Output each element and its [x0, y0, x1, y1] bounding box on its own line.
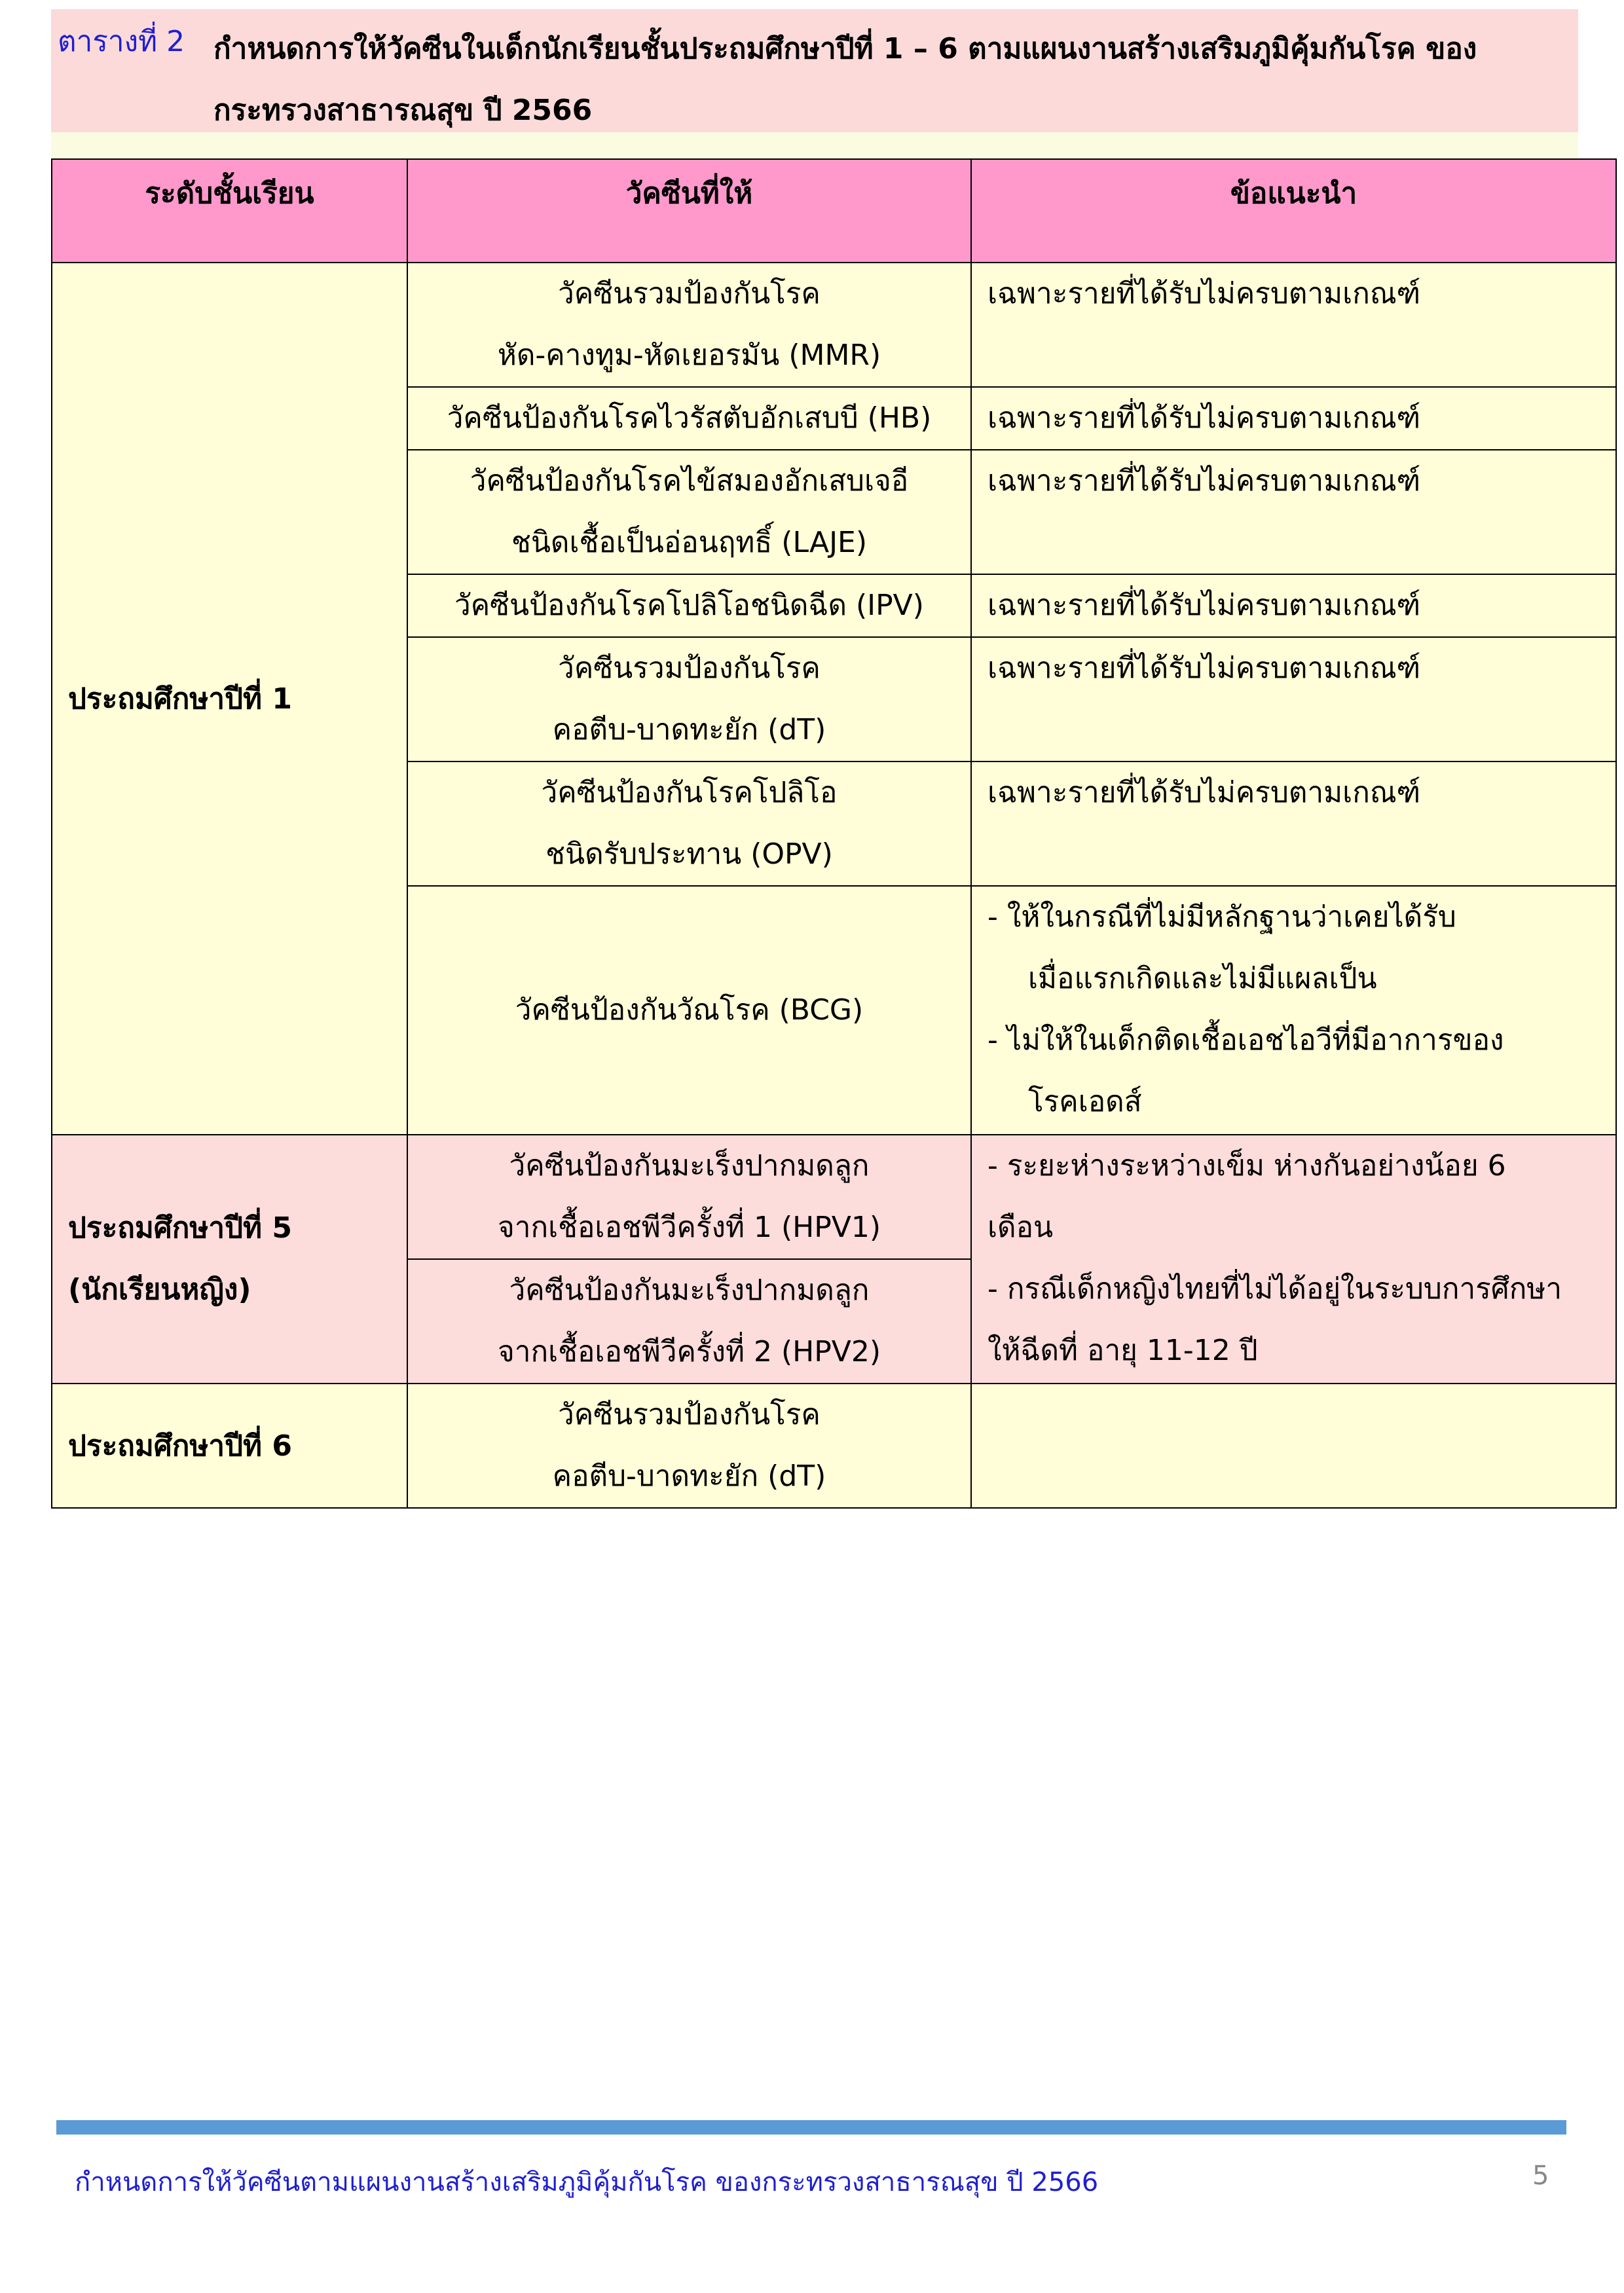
- vaccine-line: ชนิดรับประทาน (OPV): [545, 837, 833, 871]
- vaccine-cell: [407, 450, 971, 574]
- vaccine-line: วัคซีนรวมป้องกันโรค: [558, 1398, 821, 1431]
- table-caption-title: กำหนดการให้วัคซีนในเด็กนักเรียนชั้นประถมศึกษาปีที่ 1 – 6 ตามแผนงานสร้างเสริมภูมิคุ้มกันโรค ของกระทรวงสาธารณสุข ปี 2566: [213, 32, 1477, 127]
- vaccine-cell: [407, 637, 971, 761]
- vaccine-schedule-table: [51, 158, 1617, 1509]
- vaccine-line: วัคซีนป้องกันมะเร็งปากมดลูก: [509, 1149, 870, 1183]
- vaccine-line: วัคซีนรวมป้องกันโรค: [558, 651, 821, 685]
- header-grade-level: ระดับชั้นเรียน: [52, 159, 407, 263]
- grade-5-level-line: (นักเรียนหญิง): [68, 1273, 251, 1306]
- vaccine-line: วัคซีนป้องกันโรคโปลิโอชนิดฉีด (IPV): [454, 589, 924, 622]
- advice-cell: เฉพาะรายที่ได้รับไม่ครบตามเกณฑ์: [971, 574, 1616, 637]
- table-row: [52, 1384, 1616, 1508]
- footer-text: กำหนดการให้วัคซีนตามแผนงานสร้างเสริมภูมิคุ้มกันโรค ของกระทรวงสาธารณสุข ปี 2566: [75, 2167, 1099, 2197]
- vaccine-line: วัคซีนป้องกันโรคไข้สมองอักเสบเจอี: [470, 464, 909, 498]
- advice-line: ให้ฉีดที่ อายุ 11-12 ปี: [987, 1334, 1258, 1367]
- table-row: [52, 263, 1616, 387]
- vaccine-line: วัคซีนป้องกันโรคโปลิโอ: [541, 776, 838, 809]
- vaccine-line: คอตีบ-บาดทะยัก (dT): [552, 1459, 826, 1493]
- vaccine-line: วัคซีนป้องกันโรคไวรัสตับอักเสบบี (HB): [447, 401, 932, 435]
- caption-strip: [51, 132, 1578, 158]
- grade-1-level: ประถมศึกษาปีที่ 1: [52, 263, 407, 1135]
- footer-bar: [56, 2120, 1566, 2135]
- advice-line: - กรณีเด็กหญิงไทยที่ไม่ได้อยู่ในระบบการศึกษา: [987, 1272, 1562, 1306]
- vaccine-cell: [407, 1384, 971, 1508]
- grade-5-level: [52, 1135, 407, 1384]
- table-caption-label: ตารางที่ 2: [58, 25, 185, 58]
- advice-cell: เฉพาะรายที่ได้รับไม่ครบตามเกณฑ์: [971, 450, 1616, 574]
- vaccine-cell: [407, 574, 971, 637]
- vaccine-line: ชนิดเชื้อเป็นอ่อนฤทธิ์ (LAJE): [511, 526, 868, 559]
- advice-cell: [971, 886, 1616, 1135]
- advice-cell: เฉพาะรายที่ได้รับไม่ครบตามเกณฑ์: [971, 263, 1616, 387]
- vaccine-line: วัคซีนรวมป้องกันโรค: [558, 277, 821, 310]
- vaccine-cell: [407, 1135, 971, 1259]
- table-row: [52, 1135, 1616, 1259]
- vaccine-cell: [407, 263, 971, 387]
- advice-cell: เฉพาะรายที่ได้รับไม่ครบตามเกณฑ์: [971, 387, 1616, 450]
- advice-line: เดือน: [987, 1211, 1054, 1244]
- vaccine-line: จากเชื้อเอชพีวีครั้งที่ 2 (HPV2): [497, 1335, 881, 1368]
- advice-cell: [971, 1135, 1616, 1384]
- vaccine-cell: [407, 1259, 971, 1384]
- advice-line: โรคเอดส์: [1028, 1085, 1142, 1118]
- advice-line: - ไม่ให้ในเด็กติดเชื้อเอชไอวีที่มีอาการของ: [987, 1023, 1504, 1057]
- table-header-row: [52, 159, 1616, 263]
- vaccine-line: หัด-คางทูม-หัดเยอรมัน (MMR): [497, 339, 881, 372]
- advice-line: - ให้ในกรณีที่ไม่มีหลักฐานว่าเคยได้รับ: [987, 900, 1456, 934]
- header-vaccine: วัคซีนที่ให้: [407, 159, 971, 263]
- vaccine-cell: [407, 387, 971, 450]
- vaccine-cell: [407, 761, 971, 886]
- grade-5-level-line: ประถมศึกษาปีที่ 5: [68, 1211, 292, 1245]
- header-advice: ข้อแนะนำ: [971, 159, 1616, 263]
- vaccine-line: จากเชื้อเอชพีวีครั้งที่ 1 (HPV1): [497, 1211, 881, 1244]
- advice-line: เมื่อแรกเกิดและไม่มีแผลเป็น: [1028, 962, 1377, 995]
- advice-cell: เฉพาะรายที่ได้รับไม่ครบตามเกณฑ์: [971, 761, 1616, 886]
- advice-line: - ระยะห่างระหว่างเข็ม ห่างกันอย่างน้อย 6: [987, 1149, 1506, 1183]
- page-number: 5: [1532, 2161, 1549, 2191]
- vaccine-cell: วัคซีนป้องกันวัณโรค (BCG): [407, 886, 971, 1135]
- advice-cell: เฉพาะรายที่ได้รับไม่ครบตามเกณฑ์: [971, 637, 1616, 761]
- vaccine-line: คอตีบ-บาดทะยัก (dT): [552, 713, 826, 746]
- vaccine-line: วัคซีนป้องกันมะเร็งปากมดลูก: [509, 1274, 870, 1307]
- grade-6-level: ประถมศึกษาปีที่ 6: [52, 1384, 407, 1508]
- advice-cell: [971, 1384, 1616, 1508]
